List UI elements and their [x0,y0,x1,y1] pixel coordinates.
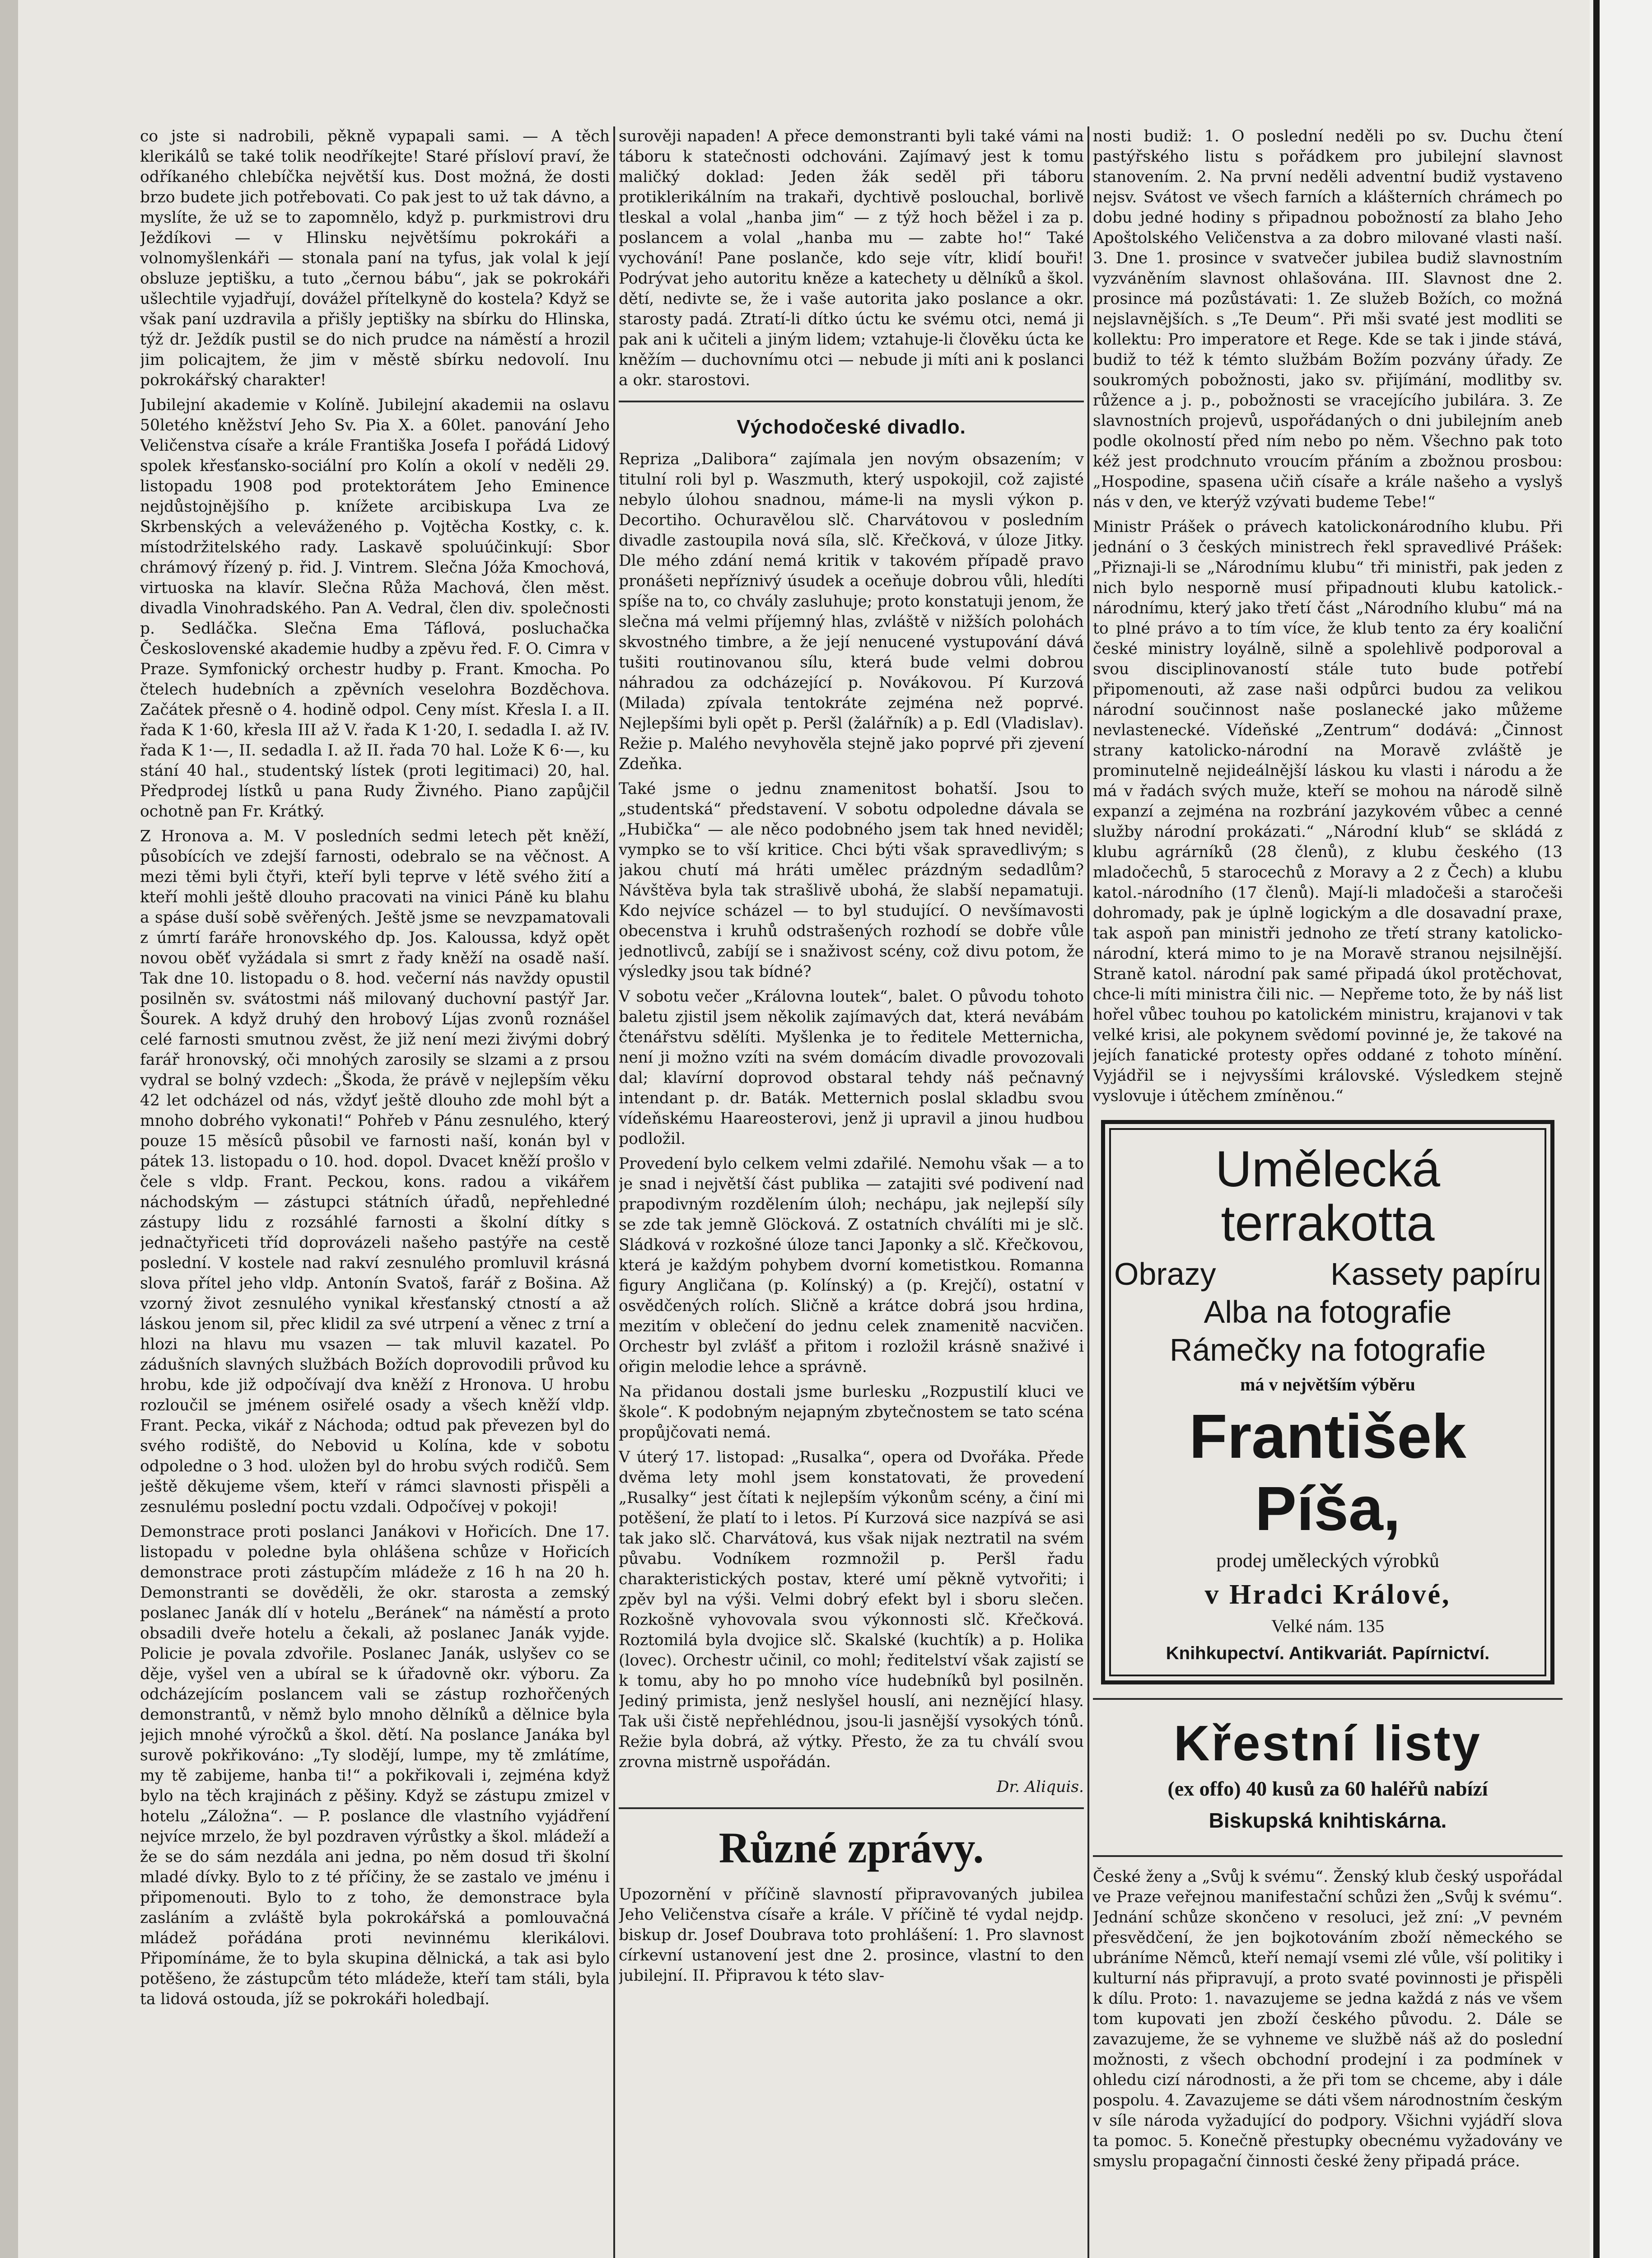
advert-line: Knihkupectví. Antikvariát. Papírnictví. [1166,1643,1490,1663]
section-heading-zpravy: Různé zprávy. [719,1824,984,1872]
advert-terracotta [1101,1120,1554,1684]
advert-line: v Hradci Králové, [1204,1579,1451,1610]
advert-line-row [1114,1255,1541,1293]
section-rule [1093,1855,1563,1857]
advert-line: Rámečky na fotografie [1169,1332,1486,1367]
article-ministr-prasek: Ministr Prášek o právech katolickonárodního klubu. Při jednání o 3 českých ministrech řekl spravedlivé Prášek: „Přiznaji-li se „Národnímu klubu“ tři ministři, pak jeden z nich bylo nesporně musí připadnouti klubu katolick.-národnímu, který jako třetí část „Národního klubu“ má na to plné právo a to tím více, že klub tento za éry koaliční české ministry loyálně, silně a spolehlivě podporoval a svou disciplinovaností stále tuto bude potřebí připomenouti, až zase naši odpůrci budou za velikou národní součinnost naše poslanecké jako můžeme nevlastenecké. Vídeňské „Zentrum“ dodává: „Činnost strany katolicko-národní na Moravě zvláště je prominutelně nejideálnější láskou ku vlasti i národu a že má v řadách svých muže, kteří se mohou na národě silně expanzí a zejména na rozbrání jazykovém vůbec a cenné služby národní prokázati.“ „Národní klub“ se skládá z klubu agrárníků (28 členů), z klubu českého (13 mladočechů, 5 starocechů z Moravy a 2 z Čech) a klubu katol.-národního (17 členů). Mají-li mladočeši a staročeši dohromady, pak je úplně logickým a dle dosavadní praxe, tak aspoň pan ministři jednoho ze třetí strany katolicko-národní, která mimo to je na Moravě stranou nejsilnější. Straně katol. národní pak samé připadá úkol protěchovat, chce-li míti ministra čili nic. — Nepřeme toto, že by náš list hořel vůbec touhou po katolickém ministru, krajanovi v tak velké krisi, ale pokynem svědomí povinné je, že takové na jejích fanatické protesty opřes oddané z tohoto mínění. Vyjádřil se i nejvysšími královské. Výsledkem stejně vyslovuje i útěchem zmíněnou.“ [1093,518,1563,1105]
column-2 [619,126,1084,2258]
article-demonstrace-horice: Demonstrace proti poslanci Janákovi v Hořicích. Dne 17. listopadu v poledne byla ohlášena schůze v Hořicích demonstrace proti zástupčím mládeže z 16 h na 20 h. Demonstranti se dověděli, že okr. starosta a zemský poslanec Janák dlí v hotelu „Beránek“ na náměstí a proto obsadili dveře hotelu a čekali, až poslanec Janák vyjde. Policie je povala zdvořile. Poslanec Janák, uslyšev co se děje, vyšel ven a ubíral se k úřadovně okr. výboru. Za odcházejícím poslancem vali se zástup rozhořčených demonstrantů, v němž bylo mnoho dělníků a dělnice byla jejich mnohé výročků a škol. dětí. Na poslance Janáka byl surově pokřikováno: „Ty slodějí, lumpe, my tě zmlátíme, my tě zabijeme, hanba ti!“ a pokřikovali i, zejména když bylo na těch krajinách z pěšiny. Když se zástupu zmizel v hotelu „Záložna“. — P. poslance dle vlastního vyjádření nejvíce mrzelo, že byl pozdraven výrůstky a škol. mládeží a že se do sám nezdála ani jedna, po něm dosud tři školní mladé dívky. Bylo to z té příčiny, že se zastalo ve jménu i připomenouti. Bylo to z toho, že demonstrace byla zasláním a zvláště byla pokrokářská a pomlouvačná mládež pořádána proti nevinnému klerikálovi. Připomínáme, že to byla skupina dělnická, a tak asi bylo potěšeno, že zástupcům této mládeže, kteří tam stáli, byla ta lidová ostouda, jíž se pokrokáři holedbají. [140,1523,610,2008]
article-surove-napaden: surověji napaden! A přece demonstranti byli také vámi na táboru k statečnosti odchováni. Zajímavý jest k tomu maličký doklad: Jeden žák seděl při táboru protiklerikálním na trakaři, dychtivě poslouchal, borlivě tleskal a volal „hanba jim“ — z týž hoch běžel i za p. poslancem a volal „hanba mu — zabte ho!“ Také vychování! Pane poslanče, kdo seje vítr, klidí bouři! Podrývat jeho autoritu kněze a katechety u dělníků a škol. dětí, nedivte se, že i vaše autorita jako poslance a okr. starosty padá. Ztratí-li dítko úctu ke svému otci, nemá ji pak ani k učiteli a jiným lidem; vztahuje-li člověku úcta ke kněžím — duchovnímu otci — nebude ji míti ani k poslanci a okr. starostovi. [619,127,1084,389]
article-upozorneni: Upozornění v příčině slavností připravovaných jubilea Jeho Veličenstva císaře a krále. V příčině té vydal nejdp. biskup dr. Josef Doubrava toto prohlášení: 1. Pro slavnost církevní ustanovení jest dne 2. prosince, vlastní to den jubilejní. II. Připravou k této slav- [619,1885,1084,1985]
section-heading-divadlo: Východočeské divadlo. [737,416,966,438]
scan-left-edge [0,0,18,2258]
advert-krestni-listy [1093,1710,1563,1845]
section-rule [619,1807,1084,1809]
scan-binding-line [1593,0,1600,2258]
review-kralovna-loutek: V sobotu večer „Královna loutek“, balet. O původu tohoto baletu zjistil jsem několik zajímavých dat, která nevábám čtenářstvu sdělíti. Myšlenka je to ředitele Metternicha, není ji možno vzíti na svém domácím divadle provozovali dal; klavírní doprovod obstaral tehdy náš pečnavný intendant p. dr. Baták. Metternich poslal skladbu svou vídeňskému Haareosterovi, jenž ji upravil a jinou hudbou podložil. [619,988,1084,1148]
column-1 [140,126,610,2258]
article-ceske-zeny: České ženy a „Svůj k svému“. Ženský klub český uspořádal ve Praze veřejnou manifestační schůzi žen „Svůj k svému“. Jednání schůze skončeno v resoluci, jež zní: „V pevném přesvědčení, že jen bojkotováním zboží německého se ubráníme Němců, kteří nemají vsemi zlé vůle, vší politiky i kulturní nás připravují, a proto svaté povinnosti je přispěli k dílu. Proto: 1. navazujeme se jedna každá z nás ve všem tom kupovati jen zboží českého původu. 2. Dále se zavazujeme, že se vyhneme ve službě náš až do poslední možnosti, z všech obchodní prodejní i za podmínek v ohledu cizí národnosti, a že při tom se chceme, aby i dále pospolu. 4. Zavazujeme se dáti všem národnostním českým v síle národa vyžadující do podpory. Všichni vyjádří slova ta pomoc. 5. Konečně přestupky obecnému vyžadovány ve smyslu propagační činnosti české ženy připadá práce. [1093,1868,1563,2170]
article-akademie-kolin: Jubilejní akademie v Kolíně. Jubilejní akademii na oslavu 50letého kněžství Jeho Sv. Pia X. a 60let. panování Jeho Veličenstva císaře a krále Františka Josefa I pořádá Lidový spolek křesťansko-sociální pro Kolín a okolí v neděli 29. listopadu 1908 pod protektorátem Jeho Eminence nejdůstojnějšího p. knížete arcibiskupa Lva ze Skrbenských a veleváženého p. Vojtěcha Kostky, c. k. místodržitelského rady. Laskavě spoluúčinkují: Sbor chrámový řízený p. řid. J. Vintrem. Slečna Jóža Kmochová, virtuoska na klavír. Slečna Růža Machová, člen měst. divadla Vinohradského. Pan A. Vedral, člen div. společnosti p. Sedláčka. Slečna Ema Táflová, posluchačka Československé akademie hudby a zpěvu řed. F. O. Cimra v Praze. Symfonický orchestr hudby p. Frant. Kmocha. Po čtelech hudebních a zpěvních veselohra Bozděchova. Začátek přesně o 4. hodině odpol. Ceny míst. Křesla I. a II. řada K 1·60, křesla III až V. řada K 1·20, I. sedadla I. až IV. řada K 1·—, II. sedadla I. až II. řada 70 hal. Lože K 6·—, ku stání 40 hal., studentský lístek (proti legitimaci) 20, hal. Předprodej lístků u pana Rudy Živného. Piano zapůjčil ochotně pan Fr. Krátký. [140,396,610,821]
article-klerikalove: co jste si nadrobili, pěkně vypapali sami. — A těch klerikálů se také tolik neodříkejte! Staré přísloví praví, že odříkaného chlebíčka největší kus. Dost možná, že dosti brzo budete jich potřebovati. Co pak jest to už tak dávno, a myslíte, že už se to zapomnělo, když p. purkmistrovi dru Ježdíkovi — v Hlinsku největšímu pokrokáři a volnomyšlenkáři — stonala paní na tyfus, jak volal k její obsluze jeptišku, a tuto „černou bábu“, jak se pokrokáři ušlechtile vyjadřují, dovážel přítelkyně do kostela? Když se však paní uzdravila a přišly jeptišky na sbírku do Hlinska, týž dr. Ježdík pustil se do nich prudce na náměstí a hrozil jim policajtem, že jim v městě sbírku nedovolí. Inu pokrokářský charakter! [140,127,610,389]
advert-sub: (ex offo) 40 kusů za 60 haléřů nabízí [1167,1777,1488,1800]
advert-line: Obrazy [1114,1256,1216,1292]
section-rule [619,401,1084,402]
advert-line: Velké nám. 135 [1271,1616,1384,1636]
column-rule-1 [613,126,615,2258]
column-rule-2 [1087,126,1089,2258]
newspaper-page [18,0,1590,2258]
review-burleska: Na přidanou dostali jsme burlesku „Rozpustilí kluci ve škole“. K podobným nejapným zbytečnostem se tato scéna propůjčovati nemá. [619,1383,1084,1442]
review-provedeni: Provedení bylo celkem velmi zdařilé. Nemohu však — a to je snad i největší část publika — zatajiti své podivení nad prapodivným rozdělením úloh; nechápu, jak nejlepší síly se zde tak jemně Glöcková. Z ostatních chválíti mi je slč. Sládková v rozkošné úloze tanci Japonky a slč. Křečkovou, která je každým pohybem dvorní kometistkou. Romanna figury Angličana (p. Kolínský) a (p. Krejčí), ostatní v osvědčených rolích. Sličně a krátce dobrá jsou hrdina, mezitím v oblečení do jednu celek znamenitě nacvičen. Orchestr byl zvlášť a přitom i rozložil krásně snaživé i ořigin melodie lehce a správně. [619,1155,1084,1376]
advert-shop: Biskupská knihtiskárna. [1209,1809,1447,1832]
advert-line: prodej uměleckých výrobků [1216,1549,1439,1572]
advert-line: má v největším výběru [1240,1374,1415,1395]
article-hronov: Z Hronova a. M. V posledních sedmi letech pět kněží, působících ve zdejší farnosti, odebralo se na věčnost. A mezi těmi byli čtyři, kteří byli teprve v létě svého žití a kteří mohli ještě dlouho pracovati na vinici Páně ku blahu a spáse duší sobě svěřených. Ještě jsme se nevzpamatovali z úmrtí faráře hronovského dp. Jos. Kaloussa, když opět novou oběť vyžádala si smrt z řady kněží na osadě naší. Tak dne 10. listopadu o 8. hod. večerní nás navždy opustil posilněn sv. svátostmi náš milovaný duchovní pastýř Jar. Šourek. A když druhý den hrobový Líjas zvonů roznášel celé farnosti smutnou zvěst, že již není mezi živými dobrý farář hronovský, oči mnohých zarosily se slzami a z prsou vydral se bolný vzdech: „Škoda, že právě v nejlepším věku 42 let odcházel od nás, vždyť ještě dlouho zde mohl být a mnoho dobrého vykonati!“ Pohřeb v Pánu zesnulého, který pouze 15 měsíců působil ve farnosti naší, konán byl v pátek 13. listopadu o 10. hod. dopol. Dvacet kněží prošlo v čele s vldp. Frant. Peckou, kons. radou a vikářem náchodským — zástupci státních úřadů, nepřehledné zástupy lidu z rozsáhlé farnosti a školní dítky s jednačtyřiceti tříd doprovázeli našeho pastýře na cestě poslední. V kostele nad rakví zesnulého promluvil krásná slova přítel jeho vldp. Antonín Svatoš, farář z Bošina. Až vzorný život zesnulého vynikal křesťanský ctností a až láskou jenom sil, přec klidil za své utrpení a věnec z trní a hlozi na hlavu mu vsazen — tak mluvil kazatel. Po zádušních slavných službách Božích doprovodili průvod ku hrobu, kde již odpočívají dva kněží z Hronova. U hrobu rozloučil se jménem osiřelé osady a všech kněží vldp. Frant. Pecka, vikář z Náchoda; odtud pak převezen byl do svého rodiště, do Nebovid u Kolína, kde v sobotu odpoledne o 3 hod. uložen byl do hrobu svých rodičů. Sem ještě děkujeme všem, kteří v rámci slavnosti přispěli a zesnulému poslední poctu vzdali. Odpočívej v pokoji! [140,827,610,1516]
advert-line: Kassety papíru [1330,1256,1541,1292]
advert-line: Alba na fotografie [1204,1294,1452,1330]
review-studentska: Také jsme o jednu znamenitost bohatší. Jsou to „studentská“ představení. V sobotu odpoledne dávala se „Hubička“ — ale něco podobného jsem tak hned neviděl; vympko se to vší kritice. Chci býti však spravedlivým; s jakou chutí má hráti umělec prázdným sedadlům? Návštěva byla tak strašlivě ubohá, že slabší nepamatuji. Kdo nejvíce scházel — to byl studující. O nevšímavosti obecenstva i kruhů odstrašených rozhodí se dobře vůle jednotlivců, zabíjí se i snaživost scény, což divu potom, že výsledky jsou tak bídné? [619,780,1084,981]
advert-vendor-name: František Píša, [1189,1402,1466,1544]
review-signature: Dr. Aliquis. [996,1778,1084,1796]
column-3 [1093,126,1563,2258]
article-slavnost-cont: nosti budiž: 1. O poslední neděli po sv. Duchu čtení pastýřského listu s pořádkem pro jubilejní slavnost stanovením. 2. Na první neděli adventní budiž vystaveno nejsv. Svátost ve všech farních a klášterních chrámech po dobu jedné hodiny s připadnou pobožností za blaho Jeho Apoštolského Veličenstva a za dobro milované vlasti naší. 3. Dne 1. prosince v svatvečer jubilea budiž slavnostním vyzváněním slavnost ohlašována. III. Slavnost dne 2. prosince má pozůstávati: 1. Ze služeb Božích, co možná nejslavnějších. s „Te Deum“. Při mši svaté jest modliti se kollektu: Pro imperatore et Rege. Kde se tak i jinde stává, budiž to též k témto službám Božím pozvány úřady. Ze soukromých pobožnosti, jako sv. přijímání, modlitby sv. růžence a j. p., pobožnosti se vracejícího jubilára. 3. Ze slavnostních projevů, uspořádaných o dni jubilejním aneb podle okolností před ním nebo po něm. Všechno pak toto kéž jest prodchnuto vroucím přáním a zbožnou prosbou: „Hospodine, spasena učiň císaře a krále našeho a vyslyš nás v den, ve kterýž vzývati budeme Tebe!“ [1093,127,1563,511]
section-rule [1093,1698,1563,1700]
review-dalibor: Repriza „Dalibora“ zajímala jen novým obsazením; v titulní roli byl p. Waszmuth, který uspokojil, což zajisté nebylo úlohou snadnou, máme-li na mysli výkon p. Decortiho. Ochuravělou slč. Charvátovou v posledním divadle zastoupila nová síla, slč. Křečková, v úloze Jitky. Dle mého zdání nemá kritik v takovém případě pravo pronášeti nepříznivý úsudek a oceňuje dobrou vůli, hledíti spíše na to, co chvály zasluhuje; proto konstatuji jenom, že slečna má velmi příjemný hlas, zvláště v nižších polohách skvostného timbre, a že její nenucené vystupování dává tušiti routinovanou sílu, která bude velmi dobrou náhradou za odcházející p. Novákovou. Pí Kurzová (Milada) zpívala tentokráte zejména než poprvé. Nejlepšími byli opět p. Peršl (žalářník) a p. Edl (Vladislav). Režie p. Malého nevyhověla stejně jako poprvé při zjevení Zdeňka. [619,450,1084,773]
review-rusalka: V úterý 17. listopad: „Rusalka“, opera od Dvořáka. Přede dvěma lety mohl jsem konstatovati, že provedení „Rusalky“ jest čítati k nejlepším výkonům scény, a činí mi potěšení, že platí to i letos. Pí Kurzová sice nazpívá se asi tak jako slč. Charvátová, kus však nijak neztratil na svém půvabu. Vodníkem rozmnožil p. Peršl řadu charakteristických postav, které umí pěkně vytvořiti; i zpěv byl na výši. Velmi dobrý efekt byl i sboru slečen. Rozkošně vyhovovala svou výkonnosti slč. Křečková. Roztomilá byla dvojice slč. Skalské (kuchtík) a p. Holika (lovec). Orchestr učinil, co mohl; ředitelství však zajistí se k tomu, aby ho po mnoho více hudebníků byl posilněn. Jediný primista, jenž neslyšel houslí, ani neznějící hlasy. Tak uši čistě nepřehlédnou, jsou-li jasnější vysokých tónů. Režie byla dobrá, až výtky. Přesto, že za tu chválí svou zrovna mistrně uspořádán. [619,1448,1084,1771]
advert-title: Křestní listy [1174,1716,1482,1771]
advert-line: Umělecká terrakotta [1215,1141,1440,1251]
